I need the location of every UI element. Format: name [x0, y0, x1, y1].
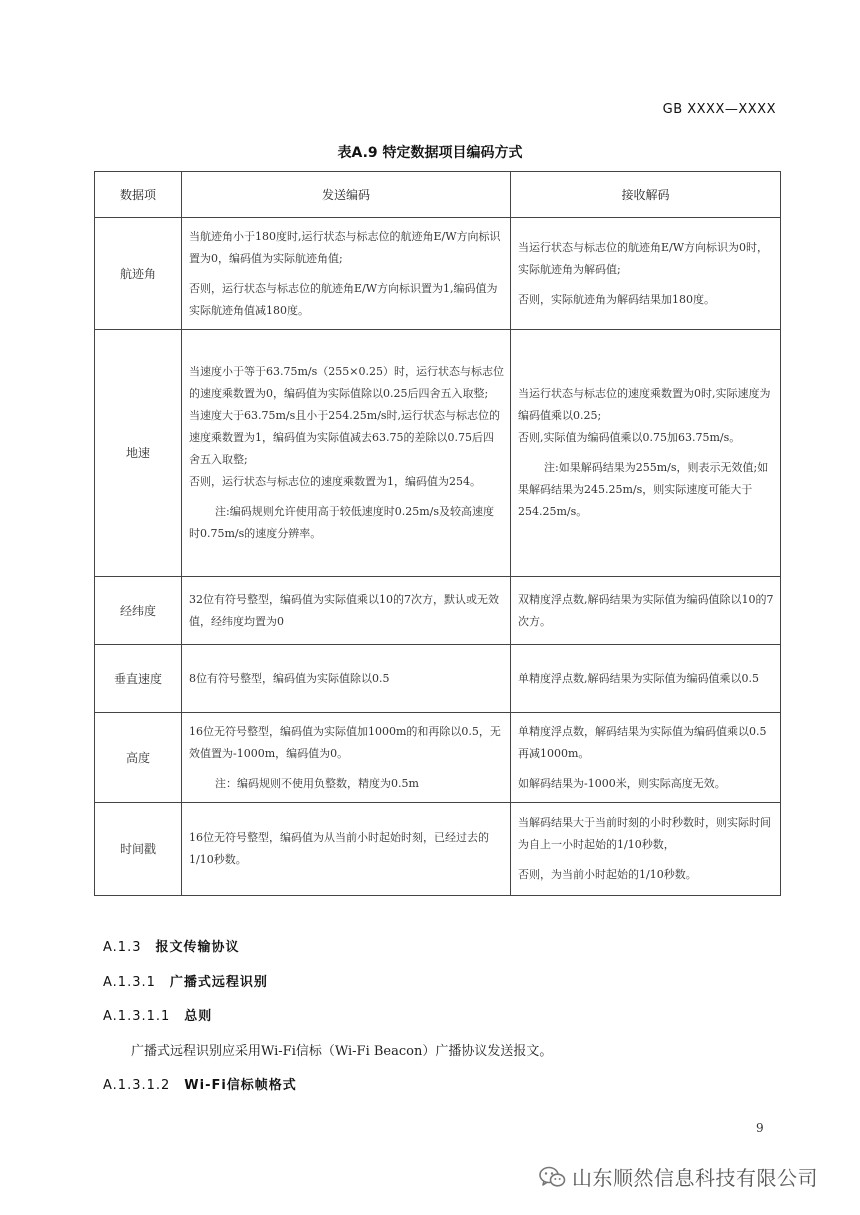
- row-item-altitude: 高度: [95, 713, 182, 803]
- section-number: A.1.3.1.2: [103, 1078, 171, 1093]
- send-text: 否则，运行状态与标志位的航迹角E/W方向标识置为1,编码值为实际航迹角值减180度。: [189, 281, 498, 317]
- recv-text: 否则,实际值为编码值乘以0.75加63.75m/s。: [518, 431, 741, 444]
- encoding-table: [94, 171, 781, 896]
- row-item-timestamp: 时间戳: [95, 803, 182, 896]
- send-cell: [182, 218, 511, 330]
- section-title: 广播式远程识别: [169, 975, 268, 990]
- send-text: 16位无符号整型，编码值为实际值加1000m的和再除以0.5，无效值置为-1000m，编码值为0。: [189, 724, 501, 760]
- section-heading: [103, 936, 240, 955]
- section-number: A.1.3.1: [103, 975, 156, 990]
- row-item-vertical-speed: 垂直速度: [95, 645, 182, 713]
- send-note: 注:编码规则允许使用高于较低速度时0.25m/s及较高速度时0.75m/s的速度分辨率。: [189, 505, 494, 540]
- section-title: 总则: [184, 1009, 213, 1024]
- send-text: 16位无符号整型，编码值为从当前小时起始时刻，已经过去的1/10秒数。: [189, 831, 489, 866]
- section-heading: [103, 1005, 212, 1024]
- recv-cell: [511, 330, 781, 577]
- send-note: 注：编码规则不使用负整数，精度为0.5m: [215, 776, 419, 790]
- recv-text: 如解码结果为-1000米，则实际高度无效。: [518, 776, 726, 790]
- row-item-track-angle: 航迹角: [95, 218, 182, 330]
- recv-cell: [511, 218, 781, 330]
- table-row: [95, 803, 781, 896]
- send-cell: [182, 713, 511, 803]
- row-item-lat-lon: 经纬度: [95, 577, 182, 645]
- column-header-item: 数据项: [95, 172, 182, 218]
- send-text: 8位有符号整型，编码值为实际值除以0.5: [189, 671, 390, 685]
- wechat-icon: [538, 1165, 566, 1189]
- column-header-recv: 接收解码: [511, 172, 781, 218]
- recv-text: 否则，实际航迹角为解码结果加180度。: [518, 292, 715, 306]
- recv-text: 否则，为当前小时起始的1/10秒数。: [518, 868, 697, 881]
- send-cell: [182, 645, 511, 713]
- recv-cell: [511, 645, 781, 713]
- section-number: A.1.3: [103, 940, 142, 955]
- recv-text: 当解码结果大于当前时刻的小时秒数时，则实际时间为自上一小时起始的1/10秒数，: [518, 816, 771, 851]
- recv-text: 当运行状态与标志位的速度乘数置为0时,实际速度为编码值乘以0.25;: [518, 387, 771, 422]
- section-heading: [103, 1074, 297, 1093]
- table-header-row: [95, 172, 781, 218]
- table-row: [95, 713, 781, 803]
- recv-cell: [511, 713, 781, 803]
- standard-code: GB XXXX—XXXX: [662, 102, 776, 117]
- table-caption: 表A.9 特定数据项目编码方式: [337, 145, 523, 161]
- recv-cell: [511, 577, 781, 645]
- send-text: 当速度大于63.75m/s且小于254.25m/s时,运行状态与标志位的速度乘数置为1，编码值为实际值减去63.75的差除以0.75后四舍五入取整;: [189, 409, 501, 466]
- page-number: 9: [756, 1121, 764, 1135]
- section-title: 报文传输协议: [155, 940, 240, 955]
- recv-note: 注:如果解码结果为255m/s，则表示无效值;如果解码结果为245.25m/s，则实际速度可能大于254.25m/s。: [518, 461, 769, 518]
- recv-text: 单精度浮点数，解码结果为实际值为编码值乘以0.5再减1000m。: [518, 724, 767, 760]
- table-row: [95, 330, 781, 577]
- section-number: A.1.3.1.1: [103, 1009, 171, 1024]
- send-text: 否则，运行状态与标志位的速度乘数置为1，编码值为254。: [189, 475, 481, 488]
- table-row: [95, 218, 781, 330]
- send-cell: [182, 330, 511, 577]
- column-header-send: 发送编码: [182, 172, 511, 218]
- recv-text: 当运行状态与标志位的航迹角E/W方向标识为0时，实际航迹角为解码值;: [518, 240, 769, 276]
- send-text: 当航迹角小于180度时,运行状态与标志位的航迹角E/W方向标识置为0，编码值为实际航迹角值;: [189, 229, 501, 265]
- send-text: 32位有符号整型，编码值为实际值乘以10的7次方，默认或无效值，经纬度均置为0: [189, 592, 499, 628]
- section-heading: [103, 971, 268, 990]
- send-cell: [182, 577, 511, 645]
- send-text: 当速度小于等于63.75m/s（255×0.25）时，运行状态与标志位的速度乘数置为0，编码值为实际值除以0.25后四舍五入取整;: [189, 365, 504, 400]
- watermark: [538, 1162, 818, 1191]
- send-cell: [182, 803, 511, 896]
- section-title: Wi-Fi信标帧格式: [184, 1078, 297, 1093]
- row-item-ground-speed: 地速: [95, 330, 182, 577]
- body-paragraph: 广播式远程识别应采用Wi-Fi信标（Wi-Fi Beacon）广播协议发送报文。: [131, 1044, 553, 1059]
- recv-text: 单精度浮点数,解码结果为实际值为编码值乘以0.5: [518, 671, 759, 685]
- watermark-text: 山东顺然信息科技有限公司: [572, 1166, 818, 1190]
- recv-cell: [511, 803, 781, 896]
- table-row: [95, 577, 781, 645]
- recv-text: 双精度浮点数,解码结果为实际值为编码值除以10的7次方。: [518, 592, 774, 628]
- table-row: [95, 645, 781, 713]
